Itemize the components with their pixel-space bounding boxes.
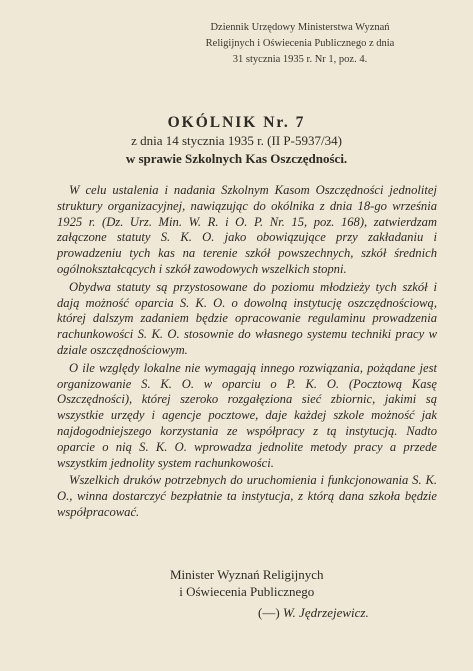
header-line-2: Religijnych i Oświecenia Publicznego z dnia (205, 38, 395, 49)
document-title: OKÓLNIK Nr. 7 (167, 114, 306, 131)
document-date-reference: z dnia 14 stycznia 1935 r. (II P-5937/34) (131, 133, 342, 148)
body-paragraph-1: W celu ustalenia i nadania Szkolnym Kasom Oszczędności jednolitej struktury organizacyjnej, nawiązując do okólnika z dnia 18-go września 1925 r. (Dz. Urz. Min. W. R. i O. P. Nr. 15, poz. 168), zatwierdzam załączone statuty S. K. O. jako obowiązujące przy zakładaniu i prowadzeniu tych kas na terenie szkół powszechnych, szkół średnich ogólnokształcących i szkół zawodowych wszelkich stopni. (57, 183, 437, 276)
body-paragraph-2: Obydwa statuty są przystosowane do poziomu młodzieży tych szkół i dają możność oparcia S. K. O. o dowolną instytucję oszczędnościową, której dalszym zadaniem będzie opracowanie regulaminu prowadzenia rachunkowości S. K. O. stosownie do własnego systemu techniki pracy w dziale oszczędnościowym. (57, 279, 437, 357)
body-paragraph-3: O ile względy lokalne nie wymagają innego rozwiązania, pożądane jest organizowanie S. K. O. w oparciu o P. K. O. (Pocztową Kasę Oszczędności), której szeroko rozgałęziona sieć zbiornic, jakimi są wszystkie urzędy i agencje pocztowe, daje każdej szkole możność jak najdogodniejszego korzystania ze współpracy z tą instytucją. Nadto oparcie o nią S. K. O. wprowadza jednolite metody pracy a przede wszystkim jednolity system rachunkowości. (57, 360, 437, 470)
signature-prefix: (—) (258, 605, 280, 620)
signature-name (258, 605, 369, 621)
signatory-name: W. Jędrzejewicz. (282, 605, 369, 620)
signature-title-line-1: Minister Wyznań Religijnych (170, 567, 324, 582)
signature-title-line-2: i Oświecenia Publicznego (179, 584, 315, 599)
journal-header (150, 20, 450, 68)
document-subject: w sprawie Szkolnych Kas Oszczędności. (125, 151, 348, 166)
header-line-1: Dziennik Urzędowy Ministerstwa Wyznań (210, 22, 390, 33)
body-paragraph-4: Wszelkich druków potrzebnych do uruchomienia i funkcjonowania S. K. O., winna dostarczyć bezpłatnie ta instytucja, z którą dana szkoła będzie współpracować. (57, 473, 437, 519)
document-body (57, 183, 437, 523)
header-line-3: 31 stycznia 1935 r. Nr 1, poz. 4. (232, 54, 368, 65)
signature-title (170, 566, 324, 600)
